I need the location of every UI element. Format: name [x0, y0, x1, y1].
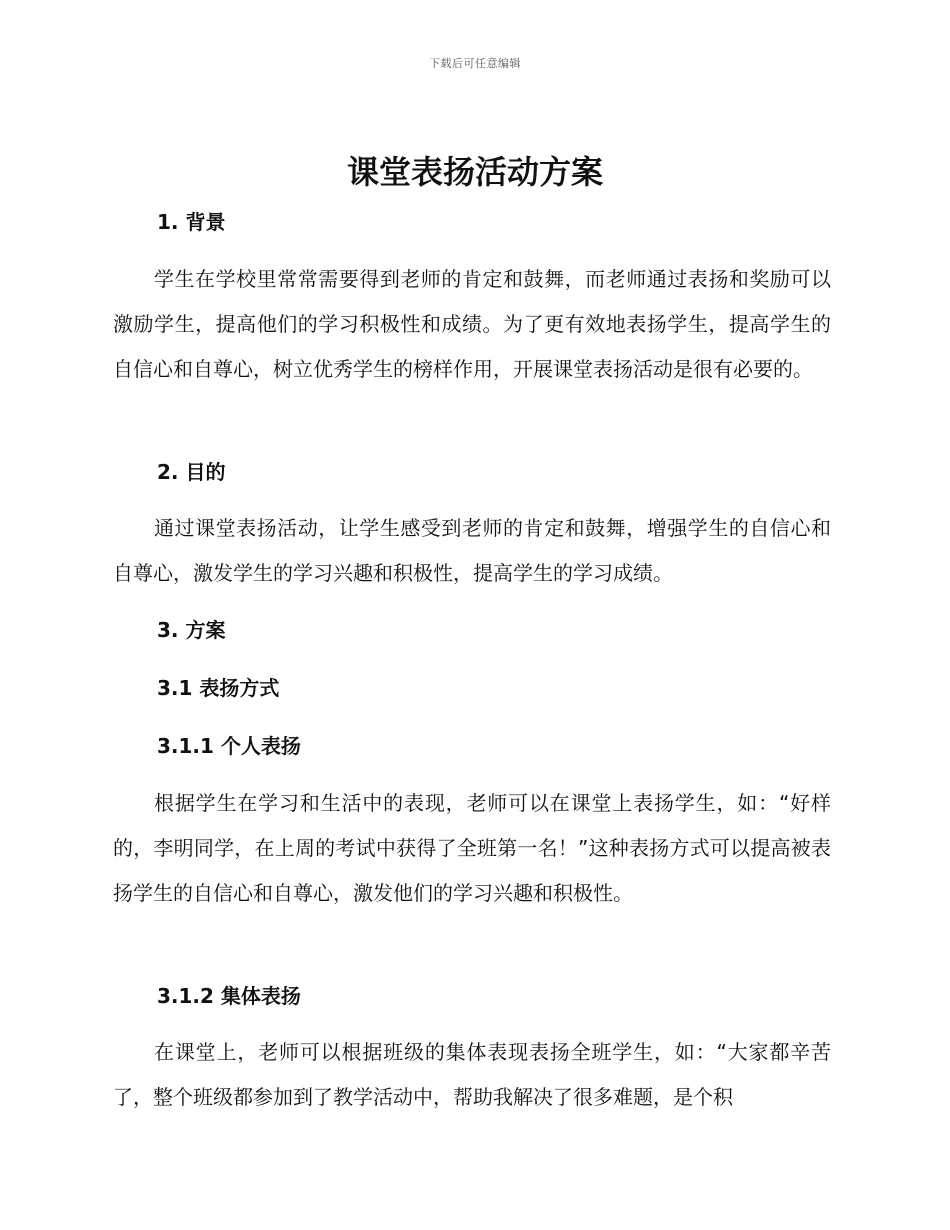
- paragraph-individual: 根据学生在学习和生活中的表现，老师可以在课堂上表扬学生，如：“好样的，李明同学，在上周的考试中获得了全班第一名！”这种表扬方式可以提高被表扬学生的自信心和自尊心，激发他们的学习兴趣和积极性。: [113, 791, 831, 905]
- section-heading-purpose: 2. 目的: [157, 460, 226, 484]
- section-heading-collective: 3.1.2 集体表扬: [157, 984, 301, 1008]
- paragraph-purpose: 通过课堂表扬活动，让学生感受到老师的肯定和鼓舞，增强学生的自信心和自尊心，激发学生的学习兴趣和积极性，提高学生的学习成绩。: [113, 516, 831, 585]
- section-heading-individual: 3.1.1 个人表扬: [157, 734, 301, 758]
- paragraph-background: 学生在学校里常常需要得到老师的肯定和鼓舞，而老师通过表扬和奖励可以激励学生，提高他们的学习积极性和成绩。为了更有效地表扬学生，提高学生的自信心和自尊心，树立优秀学生的榜样作用，开展课堂表扬活动是很有必要的。: [113, 267, 831, 381]
- section-heading-methods: 3.1 表扬方式: [157, 676, 280, 700]
- paragraph-collective: 在课堂上，老师可以根据班级的集体表现表扬全班学生，如：“大家都辛苦了，整个班级都参加到了教学活动中，帮助我解决了很多难题，是个积: [113, 1040, 831, 1109]
- page-header: 下载后可任意编辑: [429, 57, 521, 70]
- section-heading-background: 1. 背景: [157, 210, 226, 234]
- section-heading-plan: 3. 方案: [157, 618, 226, 642]
- document-title: 课堂表扬活动方案: [346, 153, 603, 191]
